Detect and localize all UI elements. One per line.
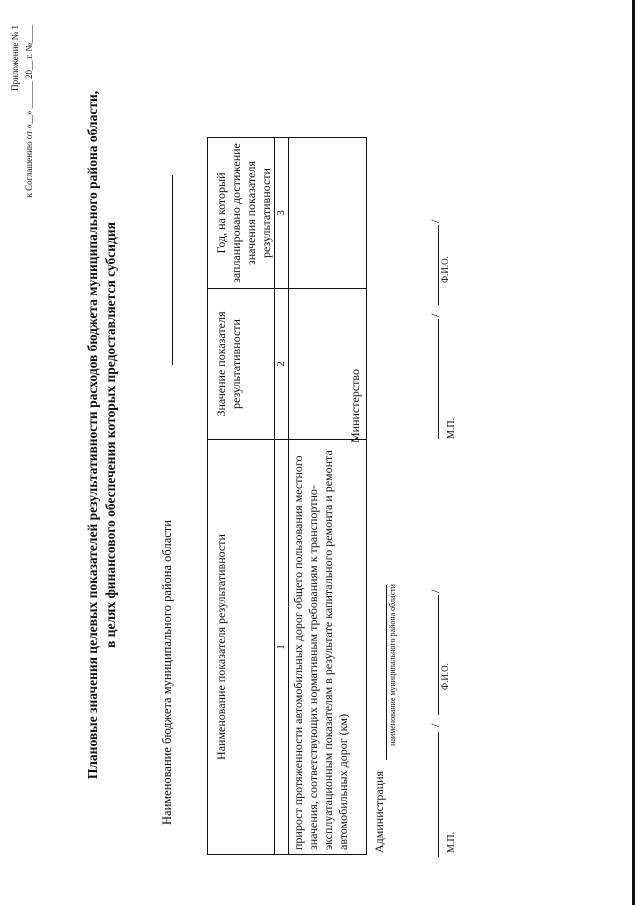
administration-slash-2: / <box>428 589 442 593</box>
ministry-slash-2: / <box>428 219 442 223</box>
budget-name-label: Наименование бюджета муниципального района области <box>160 520 174 825</box>
administration-stamp-label: М.П. <box>446 831 457 853</box>
ministry-stamp-label: М.П. <box>446 417 457 439</box>
administration-label: Администрация <box>372 770 386 853</box>
administration-fio-line <box>438 595 439 715</box>
document-title <box>84 85 120 785</box>
appendix-header <box>8 25 36 205</box>
appendix-agreement-ref: к Соглашению от «__» ______ 20__ г. №____ <box>24 25 34 198</box>
appendix-number: Приложение № 1 <box>10 25 20 91</box>
indicator-year-cell <box>289 138 367 289</box>
budget-name-underline <box>172 175 173 365</box>
table-header-row <box>208 138 275 855</box>
ministry-label: Министерство <box>348 369 362 443</box>
administration-name-line <box>386 585 387 760</box>
table-row <box>289 138 367 855</box>
indicator-name-cell: прирост протяженности автомобильных дорог общего пользования местного значения, соответствующих нормативным требованиям к транспортно-эксплуатационным показателям в результате капитального ремонта и ремонта автомобильных дорог (км) <box>289 440 367 855</box>
administration-slash-1: / <box>428 723 442 727</box>
title-line-2: в целях финансового обеспечения которых предоставляется субсидия <box>103 222 118 648</box>
column-header-value: Значение показателя результативности <box>208 289 275 440</box>
administration-signature-line <box>438 732 439 857</box>
indicators-table <box>207 137 367 855</box>
column-number-2: 2 <box>275 289 289 440</box>
column-header-name: Наименование показателя результативности <box>208 440 275 855</box>
column-number-3: 3 <box>275 138 289 289</box>
administration-fio-caption: Ф.И.О. <box>440 663 450 690</box>
column-header-year: Год, на который запланировано достижение значения показателя результативности <box>208 138 275 289</box>
column-number-1: 1 <box>275 440 289 855</box>
administration-name-caption: наименование муниципального района области <box>388 584 397 746</box>
ministry-signature-line <box>438 319 439 439</box>
ministry-slash-1: / <box>428 313 442 317</box>
ministry-fio-caption: Ф.И.О. <box>440 256 450 283</box>
table-number-row <box>275 138 289 855</box>
ministry-fio-line <box>438 225 439 305</box>
title-line-1: Плановые значения целевых показателей результативности расходов бюджета муниципального района области, <box>85 90 100 780</box>
